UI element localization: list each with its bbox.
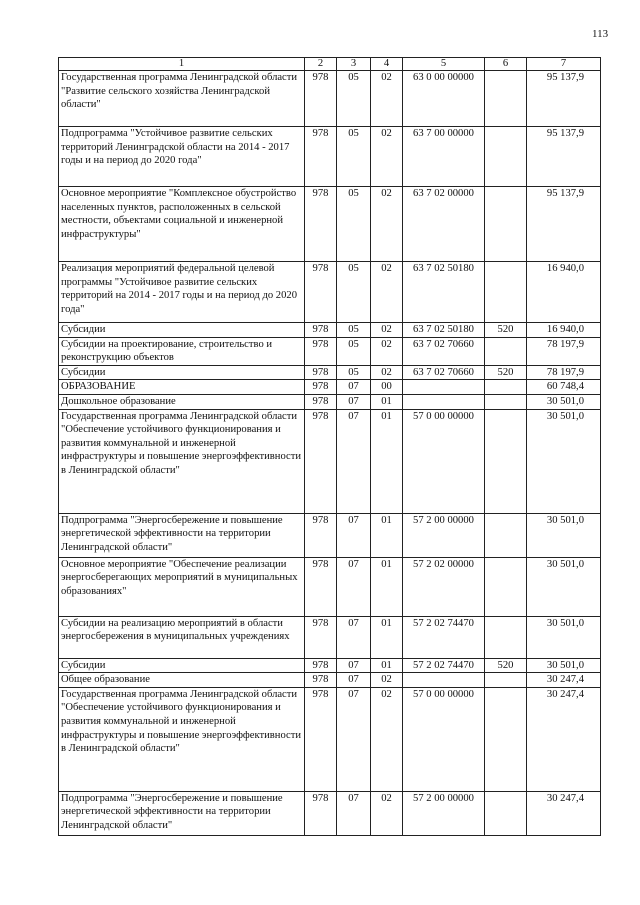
table-row xyxy=(59,323,601,338)
table-row xyxy=(59,616,601,658)
cell-section: 07 xyxy=(337,616,371,658)
cell-name: Реализация мероприятий федеральной целевой программы "Устойчивое развитие сельских территорий на 2014 - 2017 годы и на период до 2020 года" xyxy=(59,262,305,323)
cell-section: 07 xyxy=(337,409,371,513)
column-header: 6 xyxy=(485,58,527,71)
cell-amount: 30 501,0 xyxy=(527,513,601,557)
cell-expense-type xyxy=(485,513,527,557)
table-row xyxy=(59,791,601,835)
cell-expense-type xyxy=(485,71,527,127)
table-row xyxy=(59,394,601,409)
cell-amount: 30 501,0 xyxy=(527,616,601,658)
cell-subsection: 01 xyxy=(371,513,403,557)
cell-name: Государственная программа Ленинградской области "Обеспечение устойчивого функционирования и развития коммунальной и инженерной инфраструктуры и повышение энергоэффективности в Ленинградской области" xyxy=(59,409,305,513)
cell-grbs: 978 xyxy=(305,127,337,187)
cell-name: ОБРАЗОВАНИЕ xyxy=(59,380,305,395)
column-header: 4 xyxy=(371,58,403,71)
cell-section: 07 xyxy=(337,513,371,557)
cell-target-article: 57 2 00 00000 xyxy=(403,791,485,835)
cell-subsection: 02 xyxy=(371,791,403,835)
cell-grbs: 978 xyxy=(305,323,337,338)
cell-subsection: 02 xyxy=(371,262,403,323)
cell-target-article: 63 7 02 70660 xyxy=(403,365,485,380)
cell-expense-type xyxy=(485,262,527,323)
cell-expense-type xyxy=(485,394,527,409)
cell-grbs: 978 xyxy=(305,673,337,688)
cell-expense-type xyxy=(485,127,527,187)
cell-expense-type xyxy=(485,616,527,658)
cell-expense-type xyxy=(485,337,527,365)
cell-subsection: 01 xyxy=(371,616,403,658)
cell-target-article: 63 7 02 50180 xyxy=(403,323,485,338)
cell-amount: 95 137,9 xyxy=(527,71,601,127)
cell-name: Субсидии xyxy=(59,658,305,673)
cell-amount: 78 197,9 xyxy=(527,365,601,380)
cell-target-article: 57 2 02 74470 xyxy=(403,658,485,673)
cell-amount: 60 748,4 xyxy=(527,380,601,395)
cell-section: 07 xyxy=(337,687,371,791)
cell-section: 05 xyxy=(337,71,371,127)
table-row xyxy=(59,337,601,365)
cell-amount: 30 501,0 xyxy=(527,557,601,616)
cell-grbs: 978 xyxy=(305,394,337,409)
column-header: 5 xyxy=(403,58,485,71)
cell-grbs: 978 xyxy=(305,513,337,557)
cell-name: Субсидии на реализацию мероприятий в области энергосбережения в муниципальных учреждениях xyxy=(59,616,305,658)
cell-name: Подпрограмма "Энергосбережение и повышение энергетической эффективности на территории Ленинградской области" xyxy=(59,513,305,557)
cell-amount: 78 197,9 xyxy=(527,337,601,365)
cell-subsection: 02 xyxy=(371,187,403,262)
cell-amount: 16 940,0 xyxy=(527,323,601,338)
cell-amount: 30 247,4 xyxy=(527,687,601,791)
table-row xyxy=(59,262,601,323)
cell-subsection: 02 xyxy=(371,323,403,338)
column-header: 7 xyxy=(527,58,601,71)
cell-expense-type xyxy=(485,557,527,616)
cell-grbs: 978 xyxy=(305,71,337,127)
column-header: 2 xyxy=(305,58,337,71)
cell-grbs: 978 xyxy=(305,380,337,395)
cell-expense-type: 520 xyxy=(485,658,527,673)
cell-grbs: 978 xyxy=(305,337,337,365)
table-row xyxy=(59,557,601,616)
cell-section: 07 xyxy=(337,791,371,835)
cell-target-article: 57 2 02 74470 xyxy=(403,616,485,658)
cell-section: 07 xyxy=(337,658,371,673)
cell-grbs: 978 xyxy=(305,687,337,791)
cell-name: Подпрограмма "Энергосбережение и повышение энергетической эффективности на территории Ленинградской области" xyxy=(59,791,305,835)
cell-subsection: 01 xyxy=(371,394,403,409)
cell-section: 07 xyxy=(337,673,371,688)
cell-expense-type: 520 xyxy=(485,323,527,338)
cell-grbs: 978 xyxy=(305,262,337,323)
cell-section: 05 xyxy=(337,127,371,187)
cell-expense-type: 520 xyxy=(485,365,527,380)
cell-target-article: 57 2 00 00000 xyxy=(403,513,485,557)
cell-target-article xyxy=(403,380,485,395)
cell-amount: 30 501,0 xyxy=(527,658,601,673)
table-row xyxy=(59,127,601,187)
cell-subsection: 02 xyxy=(371,365,403,380)
cell-amount: 30 247,4 xyxy=(527,791,601,835)
cell-amount: 16 940,0 xyxy=(527,262,601,323)
cell-grbs: 978 xyxy=(305,365,337,380)
cell-subsection: 02 xyxy=(371,673,403,688)
cell-target-article: 57 0 00 00000 xyxy=(403,687,485,791)
cell-target-article: 63 7 02 70660 xyxy=(403,337,485,365)
cell-target-article: 63 7 02 00000 xyxy=(403,187,485,262)
cell-name: Основное мероприятие "Обеспечение реализации энергосберегающих мероприятий в муниципальных образованиях" xyxy=(59,557,305,616)
cell-target-article: 57 2 02 00000 xyxy=(403,557,485,616)
cell-name: Подпрограмма "Устойчивое развитие сельских территорий Ленинградской области на 2014 - 2017 годы и на период до 2020 года" xyxy=(59,127,305,187)
cell-grbs: 978 xyxy=(305,187,337,262)
cell-name: Основное мероприятие "Комплексное обустройство населенных пунктов, расположенных в сельской местности, объектами социальной и инженерной инфраструктуры" xyxy=(59,187,305,262)
cell-subsection: 02 xyxy=(371,71,403,127)
cell-section: 05 xyxy=(337,365,371,380)
cell-amount: 95 137,9 xyxy=(527,187,601,262)
column-header: 3 xyxy=(337,58,371,71)
cell-grbs: 978 xyxy=(305,658,337,673)
cell-name: Субсидии xyxy=(59,323,305,338)
cell-subsection: 00 xyxy=(371,380,403,395)
cell-name: Дошкольное образование xyxy=(59,394,305,409)
cell-section: 05 xyxy=(337,337,371,365)
cell-name: Государственная программа Ленинградской области "Обеспечение устойчивого функционирования и развития коммунальной и инженерной инфраструктуры и повышение энергоэффективности в Ленинградской области" xyxy=(59,687,305,791)
cell-target-article: 57 0 00 00000 xyxy=(403,409,485,513)
cell-section: 07 xyxy=(337,380,371,395)
table-header-row xyxy=(59,58,601,71)
cell-expense-type xyxy=(485,687,527,791)
cell-expense-type xyxy=(485,380,527,395)
cell-target-article xyxy=(403,673,485,688)
cell-section: 05 xyxy=(337,262,371,323)
cell-target-article: 63 7 02 50180 xyxy=(403,262,485,323)
cell-section: 05 xyxy=(337,187,371,262)
cell-subsection: 02 xyxy=(371,337,403,365)
table-row xyxy=(59,365,601,380)
budget-table xyxy=(58,57,601,836)
cell-target-article: 63 0 00 00000 xyxy=(403,71,485,127)
cell-expense-type xyxy=(485,409,527,513)
column-header: 1 xyxy=(59,58,305,71)
cell-expense-type xyxy=(485,791,527,835)
cell-grbs: 978 xyxy=(305,616,337,658)
table-row xyxy=(59,71,601,127)
cell-section: 07 xyxy=(337,394,371,409)
table-row xyxy=(59,409,601,513)
cell-amount: 30 501,0 xyxy=(527,394,601,409)
cell-amount: 30 247,4 xyxy=(527,673,601,688)
page-number: 113 xyxy=(592,28,609,40)
cell-subsection: 01 xyxy=(371,557,403,616)
cell-grbs: 978 xyxy=(305,557,337,616)
cell-target-article xyxy=(403,394,485,409)
table-row xyxy=(59,687,601,791)
table-row xyxy=(59,673,601,688)
cell-name: Государственная программа Ленинградской области "Развитие сельского хозяйства Ленинградской области" xyxy=(59,71,305,127)
cell-grbs: 978 xyxy=(305,791,337,835)
cell-section: 07 xyxy=(337,557,371,616)
cell-subsection: 02 xyxy=(371,127,403,187)
cell-amount: 30 501,0 xyxy=(527,409,601,513)
cell-name: Общее образование xyxy=(59,673,305,688)
table-row xyxy=(59,513,601,557)
cell-expense-type xyxy=(485,187,527,262)
cell-amount: 95 137,9 xyxy=(527,127,601,187)
table-row xyxy=(59,380,601,395)
cell-expense-type xyxy=(485,673,527,688)
cell-grbs: 978 xyxy=(305,409,337,513)
cell-section: 05 xyxy=(337,323,371,338)
cell-subsection: 01 xyxy=(371,658,403,673)
cell-name: Субсидии на проектирование, строительство и реконструкцию объектов xyxy=(59,337,305,365)
cell-name: Субсидии xyxy=(59,365,305,380)
table-row xyxy=(59,658,601,673)
cell-target-article: 63 7 00 00000 xyxy=(403,127,485,187)
cell-subsection: 02 xyxy=(371,687,403,791)
cell-subsection: 01 xyxy=(371,409,403,513)
table-row xyxy=(59,187,601,262)
